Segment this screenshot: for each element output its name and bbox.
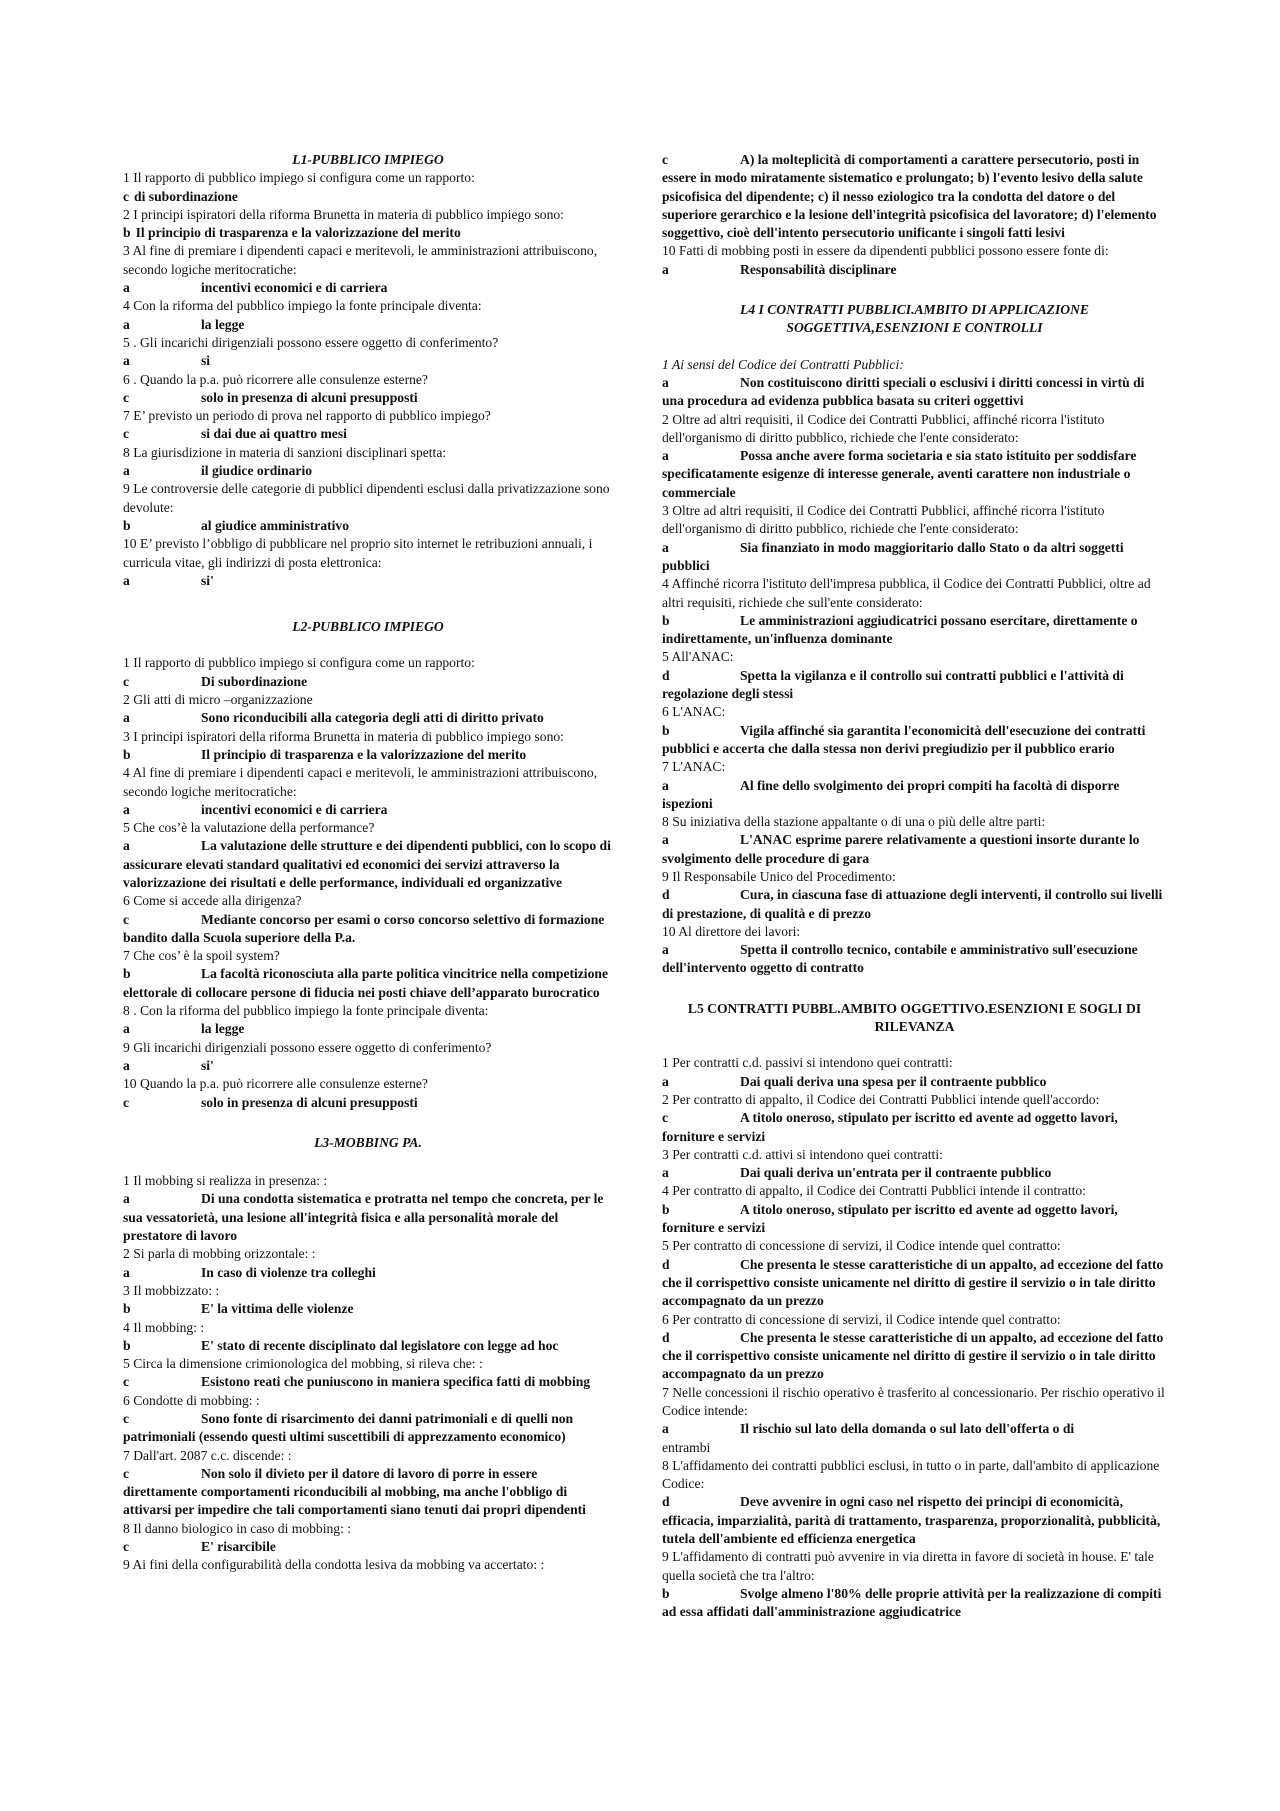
answer-text: E' la vittima delle violenze <box>201 1301 354 1317</box>
answer-letter: a <box>662 539 669 555</box>
question-text: 8 . Con la riforma del pubblico impiego la fonte principale diventa: <box>123 1003 489 1019</box>
answer-row <box>123 188 613 206</box>
answer-text: A titolo oneroso, stipulato per iscritto ed avente ad oggetto lavori, forniture e servizi <box>662 1110 1118 1144</box>
answer-text: si dai due ai quattro mesi <box>201 426 347 442</box>
question-text: 3 Al fine di premiare i dipendenti capaci e meritevoli, le amministrazioni attribuiscono, secondo logiche meritocratiche: <box>123 243 598 277</box>
answer-text: Cura, in ciascuna fase di attuazione degli interventi, il controllo sui livelli di prestazione, di qualità e di prezzo <box>662 887 1163 921</box>
answer-letter: c <box>662 152 669 167</box>
answer-text: Sono fonte di risarcimento dei danni patrimoniali e di quelli non patrimoniali (essendo questi ultimi suscettibili di apprezzamento economico) <box>123 1411 574 1445</box>
answer-letter: c <box>123 673 130 689</box>
answer-text: E' risarcibile <box>201 1539 276 1555</box>
answer-letter: c <box>123 426 130 442</box>
answer-letter: c <box>123 188 130 204</box>
answer-text: Di una condotta sistematica e protratta nel tempo che concreta, per le sua vessatorietà, una lesione all'integrità fisica e alla personalità morale del prestatore di lavoro <box>123 1191 604 1244</box>
answer-letter: a <box>123 572 130 588</box>
question-text: 2 Per contratto di appalto, il Codice dei Contratti Pubblici intende quell'accordo: <box>662 1091 1100 1107</box>
answer-text: di subordinazione <box>134 188 238 204</box>
answer-text: Responsabilità disciplinare <box>740 261 897 277</box>
answer-text: solo in presenza di alcuni presupposti <box>201 389 418 405</box>
answer-row <box>123 1057 613 1075</box>
answer-text: Di subordinazione <box>201 673 308 689</box>
answer-text: Vigila affinché sia garantita l'economicità dell'esecuzione dei contratti pubblici e accerta che dalla stessa non derivi pregiudizio per il pubblico erario <box>662 722 1146 756</box>
answer-text: Svolge almeno l'80% delle proprie attività per la realizzazione di compiti ad essa affidati dall'amministrazione aggiudicatrice <box>662 1585 1162 1620</box>
answer-row <box>662 667 1167 704</box>
question-text: 7 L'ANAC: <box>662 759 726 775</box>
answer-row <box>662 1585 1167 1622</box>
answer-text: solo in presenza di alcuni presupposti <box>201 1094 418 1110</box>
answer-letter: a <box>662 832 669 848</box>
question-text: 1 Il rapporto di pubblico impiego si configura come un rapporto: <box>123 655 475 671</box>
answer-letter: b <box>123 225 131 241</box>
answer-letter: b <box>662 1201 670 1217</box>
answer-row <box>123 1410 613 1447</box>
answer-row <box>662 886 1167 923</box>
answer-letter: b <box>662 1585 670 1601</box>
answer-row <box>662 374 1167 411</box>
answer-row <box>123 709 613 727</box>
answer-letter: b <box>123 1337 131 1353</box>
answer-text: Esistono reati che puniuscono in maniera specifica fatti di mobbing <box>201 1374 591 1390</box>
section-heading: L1-PUBBLICO IMPIEGO <box>292 152 444 167</box>
answer-row <box>123 1465 613 1520</box>
section-heading: L3-MOBBING PA. <box>314 1134 422 1150</box>
answer-letter: a <box>123 316 130 332</box>
question-text: 2 I principi ispiratori della riforma Brunetta in materia di pubblico impiego sono: <box>123 206 564 222</box>
answer-row <box>123 224 613 242</box>
question-text: 9 L'affidamento di contratti può avvenire in via diretta in favore di società in house. E' tale quella società che tra l'altro: <box>662 1549 1154 1583</box>
answer-text: Sono riconducibili alla categoria degli atti di diritto privato <box>201 710 544 726</box>
answer-letter: c <box>123 911 130 927</box>
section-heading: L5 CONTRATTI PUBBL.AMBITO OGGETTIVO.ESENZIONI E SOGLI DI RILEVANZA <box>687 1000 1142 1035</box>
answer-row <box>662 777 1167 814</box>
answer-text: In caso di violenze tra colleghi <box>201 1264 376 1280</box>
answer-letter: a <box>123 1191 130 1207</box>
answer-row <box>662 1420 1167 1457</box>
question-text: 2 Si parla di mobbing orizzontale: : <box>123 1246 316 1262</box>
answer-letter: b <box>123 746 131 762</box>
answer-row <box>123 837 613 892</box>
answer-letter: c <box>123 1094 130 1110</box>
question-text: 10 Fatti di mobbing posti in essere da dipendenti pubblici possono essere fonte di: <box>662 243 1109 259</box>
answer-letter: a <box>123 463 130 479</box>
answer-row <box>662 941 1167 978</box>
answer-letter: a <box>123 1057 130 1073</box>
answer-row <box>662 1493 1167 1548</box>
answer-letter: a <box>662 1073 669 1089</box>
answer-text: Che presenta le stesse caratteristiche di un appalto, ad eccezione del fatto che il corrispettivo consiste unicamente nel diritto di gestire il servizio o in tale diritto accompagnato da un prezzo <box>662 1256 1164 1309</box>
answer-row <box>662 1329 1167 1384</box>
answer-text: La valutazione delle strutture e dei dipendenti pubblici, con lo scopo di assicurare elevati standard qualitativi ed economici dei servizi attraverso la valorizzazione dei risultati e delle performance, individuali ed organizzative <box>123 838 611 890</box>
answer-text: Al fine dello svolgimento dei propri compiti ha facoltà di disporre ispezioni <box>662 777 1120 811</box>
question-text: 6 Come si accede alla dirigenza? <box>123 893 302 909</box>
answer-row <box>123 1264 613 1282</box>
question-text: 7 E’ previsto un periodo di prova nel rapporto di pubblico impiego? <box>123 408 491 424</box>
answer-row <box>662 1201 1167 1238</box>
answer-text: Che presenta le stesse caratteristiche di un appalto, ad eccezione del fatto che il corrispettivo consiste unicamente nel diritto di gestire il servizio o in tale diritto accompagnato da un prezzo <box>662 1329 1164 1382</box>
answer-row <box>662 831 1167 868</box>
answer-letter: b <box>123 966 131 982</box>
question-text: 5 . Gli incarichi dirigenziali possono essere oggetto di conferimento? <box>123 334 499 350</box>
answer-row <box>123 517 613 535</box>
answer-text: si' <box>201 572 214 588</box>
question-text: 3 I principi ispiratori della riforma Brunetta in materia di pubblico impiego sono: <box>123 728 564 744</box>
answer-row <box>123 801 613 819</box>
answer-text: si <box>201 353 211 369</box>
question-text: 9 Il Responsabile Unico del Procedimento: <box>662 868 896 884</box>
question-text: 6 Per contratto di concessione di servizi, il Codice intende quel contratto: <box>662 1311 1061 1327</box>
question-text: 4 Con la riforma del pubblico impiego la fonte principale diventa: <box>123 298 482 314</box>
answer-letter: a <box>662 1421 669 1437</box>
answer-letter: a <box>662 374 669 390</box>
answer-row <box>662 261 1167 279</box>
answer-tail: entrambi <box>662 1439 711 1455</box>
answer-letter: d <box>662 667 670 683</box>
answer-letter: a <box>123 1264 130 1280</box>
question-text: 6 Condotte di mobbing: : <box>123 1392 260 1408</box>
question-text: 2 Oltre ad altri requisiti, il Codice dei Contratti Pubblici, affinché ricorra l'istituto dell'organismo di diritto pubblico, richiede che l'ente considerato: <box>662 411 1105 445</box>
answer-text: Dai quali deriva una spesa per il contraente pubblico <box>740 1073 1047 1089</box>
answer-letter: d <box>662 1256 670 1272</box>
answer-text: Dai quali deriva un'entrata per il contraente pubblico <box>740 1165 1052 1181</box>
answer-text: al giudice amministrativo <box>201 517 350 533</box>
answer-text: la legge <box>201 316 245 332</box>
answer-letter: a <box>123 801 130 817</box>
answer-text: Il principio di trasparenza e la valorizzazione del merito <box>201 746 527 762</box>
answer-letter: d <box>662 1329 670 1345</box>
question-text: 4 Per contratto di appalto, il Codice dei Contratti Pubblici intende il contratto: <box>662 1183 1086 1199</box>
answer-letter: a <box>123 280 130 296</box>
answer-letter: c <box>662 1110 669 1126</box>
answer-letter: a <box>662 448 669 464</box>
question-text: 2 Gli atti di micro –organizzazione <box>123 692 313 708</box>
question-text: 7 Nelle concessioni il rischio operativo è trasferito al concessionario. Per rischio operativo il Codice intende: <box>662 1384 1165 1418</box>
answer-row <box>123 1373 613 1391</box>
answer-text: Sia finanziato in modo maggioritario dallo Stato o da altri soggetti pubblici <box>662 539 1124 573</box>
question-text: 4 Affinché ricorra l'istituto dell'impresa pubblica, il Codice dei Contratti Pubblici, oltre ad altri requisiti, richiede che sull'ente considerato: <box>662 576 1151 610</box>
answer-text: A titolo oneroso, stipulato per iscritto ed avente ad oggetto lavori, forniture e servizi <box>662 1201 1118 1236</box>
question-text: 10 E’ previsto l’obbligo di pubblicare nel proprio sito internet le retribuzioni annuali, i curricula vitae, gli indirizzi di posta elettronica: <box>123 536 593 570</box>
answer-text: Spetta il controllo tecnico, contabile e amministrativo sull'esecuzione dell'intervento oggetto di contratto <box>662 942 1138 976</box>
answer-text: Non costituiscono diritti speciali o esclusivi i diritti concessi in virtù di una procedura ad evidenza pubblica basata su criteri oggettivi <box>662 374 1145 409</box>
answer-text: incentivi economici e di carriera <box>201 801 388 817</box>
question-text: 5 All'ANAC: <box>662 649 734 665</box>
answer-text: Mediante concorso per esami o corso concorso selettivo di formazione bandito dalla Scuola superiore della P.a. <box>123 911 605 945</box>
answer-text: Il principio di trasparenza e la valorizzazione del merito <box>135 225 461 241</box>
answer-text: Spetta la vigilanza e il controllo sui contratti pubblici e l'attività di regolazione degli stessi <box>662 667 1124 702</box>
answer-row <box>123 1538 613 1556</box>
answer-text: si' <box>201 1057 214 1073</box>
answer-letter: b <box>123 1301 131 1317</box>
answer-row <box>662 447 1167 502</box>
question-text: 9 Gli incarichi dirigenziali possono essere oggetto di conferimento? <box>123 1039 492 1055</box>
question-text: 1 Per contratti c.d. passivi si intendono quei contratti: <box>662 1055 953 1071</box>
answer-text: Non solo il divieto per il datore di lavoro di porre in essere direttamente comportamenti riconducibili al mobbing, ma anche l'obbligo di attivarsi per impedire che tali comportamenti siano tenuti dai propri dipendenti <box>123 1465 586 1518</box>
question-text: 9 Le controversie delle categorie di pubblici dipendenti esclusi dalla privatizzazione sono devolute: <box>123 481 610 515</box>
answer-row <box>123 389 613 407</box>
answer-row <box>662 1256 1167 1311</box>
answer-letter: a <box>662 942 669 958</box>
question-text: 8 Il danno biologico in caso di mobbing: : <box>123 1520 352 1536</box>
answer-text: incentivi economici e di carriera <box>201 280 388 296</box>
question-text: 8 L'affidamento dei contratti pubblici esclusi, in tutto o in parte, dall'ambito di applicazione Codice: <box>662 1457 1160 1492</box>
right-column <box>662 151 1167 1622</box>
question-text: 4 Al fine di premiare i dipendenti capaci e meritevoli, le amministrazioni attribuiscono, secondo logiche meritocratiche: <box>123 765 598 799</box>
answer-row <box>662 612 1167 649</box>
answer-letter: b <box>123 517 131 533</box>
answer-text: Il rischio sul lato della domanda o sul lato dell'offerta o di <box>740 1421 1075 1437</box>
answer-letter: a <box>123 353 130 369</box>
section-heading: L2-PUBBLICO IMPIEGO <box>292 619 444 635</box>
question-text: 5 Che cos’è la valutazione della performance? <box>123 820 375 836</box>
answer-row <box>123 1190 613 1245</box>
question-text: 9 Ai fini della configurabilità della condotta lesiva da mobbing va accertato: : <box>123 1557 545 1573</box>
answer-row <box>123 911 613 948</box>
left-column <box>123 151 613 1575</box>
question-text: 8 Su iniziativa della stazione appaltante o di una o più delle altre parti: <box>662 814 1046 830</box>
answer-row <box>123 1300 613 1318</box>
question-text: 10 Quando la p.a. può ricorrere alle consulenze esterne? <box>123 1076 428 1092</box>
answer-letter: b <box>662 612 670 628</box>
answer-letter: c <box>123 1374 130 1390</box>
answer-row <box>123 462 613 480</box>
question-text: 3 Il mobbizzato: : <box>123 1282 220 1298</box>
answer-letter: c <box>123 1411 130 1426</box>
answer-row <box>123 352 613 370</box>
answer-letter: c <box>123 389 130 405</box>
answer-row <box>662 1164 1167 1182</box>
answer-letter: a <box>123 710 130 726</box>
answer-text: E' stato di recente disciplinato dal legislatore con legge ad hoc <box>201 1337 559 1353</box>
answer-text: la legge <box>201 1021 245 1037</box>
answer-row <box>123 1020 613 1038</box>
question-text: 8 La giurisdizione in materia di sanzioni disciplinari spetta: <box>123 444 447 460</box>
question-text: 6 L'ANAC: <box>662 704 726 720</box>
question-text: 5 Per contratto di concessione di servizi, il Codice intende quel contratto: <box>662 1238 1061 1254</box>
answer-text: il giudice ordinario <box>201 463 313 479</box>
answer-letter: d <box>662 887 670 903</box>
answer-text: Possa anche avere forma societaria e sia stato istituito per soddisfare specificatamente esigenze di interesse generale, aventi carattere non industriale o commerciale <box>662 448 1137 500</box>
question-text: 1 Ai sensi del Codice dei Contratti Pubblici: <box>662 356 904 372</box>
answer-text: Deve avvenire in ogni caso nel rispetto dei principi di economicità, efficacia, imparzialità, parità di trattamento, trasparenza, proporzionalità, pubblicità, tutela dell'ambiente ed efficienza energetica <box>662 1494 1161 1547</box>
answer-row <box>662 1073 1167 1091</box>
answer-letter: b <box>662 722 670 738</box>
answer-row <box>123 572 613 590</box>
question-text: 7 Che cos’ è la spoil system? <box>123 948 280 964</box>
answer-letter: a <box>662 1165 669 1181</box>
answer-row <box>662 151 1167 242</box>
section-heading: L4 I CONTRATTI PUBBLICI.AMBITO DI APPLICAZIONE SOGGETTIVA,ESENZIONI E CONTROLLI <box>740 302 1089 336</box>
question-text: 3 Oltre ad altri requisiti, il Codice dei Contratti Pubblici, affinché ricorra l'istituto dell'organismo di diritto pubblico, richiede che l'ente considerato: <box>662 503 1105 537</box>
answer-row <box>123 279 613 297</box>
answer-letter: a <box>123 838 130 854</box>
question-text: 6 . Quando la p.a. può ricorrere alle consulenze esterne? <box>123 371 428 387</box>
question-text: 4 Il mobbing: : <box>123 1319 205 1335</box>
question-text: 7 Dall'art. 2087 c.c. discende: : <box>123 1447 292 1463</box>
question-text: 5 Circa la dimensione crimionologica del mobbing, si rileva che: : <box>123 1356 483 1372</box>
answer-row <box>123 673 613 691</box>
answer-row <box>123 316 613 334</box>
answer-row <box>662 539 1167 576</box>
answer-text: L'ANAC esprime parere relativamente a questioni insorte durante lo svolgimento delle procedure di gara <box>662 832 1140 866</box>
answer-text: La facoltà riconosciuta alla parte politica vincitrice nella competizione elettorale di collocare persone di fiducia nei posti chiave dell’apparato burocratico <box>123 966 608 1000</box>
question-text: 1 Il mobbing si realizza in presenza: : <box>123 1173 328 1189</box>
answer-row <box>123 1337 613 1355</box>
answer-letter: a <box>662 261 669 277</box>
answer-text: A) la molteplicità di comportamenti a carattere persecutorio, posti in essere in modo miratamente sistematico e prolungato; b) l'evento lesivo della salute psicofisica del dipendente; c) il nesso eziologico tra la condotta del datore o del superiore gerarchico e la lesione dell'integrità psicofisica del lavoratore; d) l'elemento soggettivo, cioè dell'intento persecutorio unificante i singoli fatti lesivi <box>662 152 1157 241</box>
question-text: 1 Il rapporto di pubblico impiego si configura come un rapporto: <box>123 170 475 186</box>
answer-letter: c <box>123 1539 130 1555</box>
answer-row <box>123 425 613 443</box>
answer-letter: a <box>662 777 669 793</box>
answer-letter: a <box>123 1021 130 1037</box>
answer-row <box>662 722 1167 759</box>
answer-letter: c <box>123 1465 130 1481</box>
answer-row <box>662 1109 1167 1146</box>
answer-row <box>123 965 613 1002</box>
answer-text: Le amministrazioni aggiudicatrici possano esercitare, direttamente o indirettamente, un'influenza dominante <box>662 612 1138 647</box>
answer-row <box>123 1094 613 1112</box>
question-text: 10 Al direttore dei lavori: <box>662 923 801 939</box>
answer-letter: d <box>662 1494 670 1510</box>
question-text: 3 Per contratti c.d. attivi si intendono quei contratti: <box>662 1146 943 1162</box>
answer-row <box>123 746 613 764</box>
